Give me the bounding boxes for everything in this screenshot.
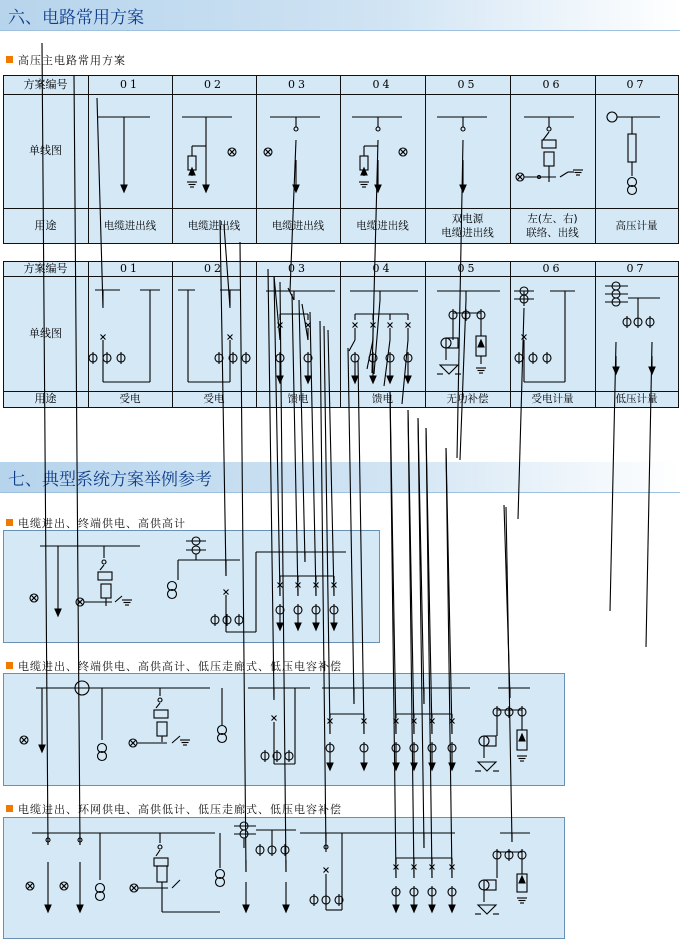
- diagram-stroke: [172, 880, 180, 888]
- lv-scheme-number: 03: [288, 261, 308, 275]
- lv-use-label: 馈电: [287, 393, 309, 405]
- diagram-stroke: [268, 269, 274, 700]
- diagram-stroke: [100, 565, 104, 570]
- fuse-symbol: [157, 866, 167, 882]
- hv-row-label: 方案编号: [23, 77, 68, 91]
- arrow-head-icon: [411, 905, 417, 912]
- arrow-head-icon: [460, 185, 466, 192]
- circle-symbol: [461, 127, 465, 131]
- diagram-stroke: [402, 340, 408, 404]
- lv-scheme-number: 07: [626, 261, 647, 275]
- hv-scheme-number: 05: [457, 77, 478, 91]
- hv-use-label: 高压计量: [615, 219, 658, 232]
- hv-row-label: 用途: [34, 218, 57, 232]
- diagram-stroke: [156, 850, 160, 856]
- section-7-title: 七、典型系统方案举例参考: [8, 470, 212, 490]
- arrow-head-icon: [519, 734, 525, 741]
- diagram-stroke: [115, 596, 122, 602]
- diagram-stroke: [156, 703, 160, 708]
- fuse-symbol: [544, 152, 554, 166]
- fuse-symbol: [157, 722, 167, 736]
- capacitor-triangle-icon: [478, 905, 496, 914]
- diagram-stroke: [224, 225, 230, 308]
- lv-scheme-number: 02: [204, 261, 224, 275]
- arrow-head-icon: [393, 905, 399, 912]
- section-6-title: 六、电路常用方案: [8, 8, 144, 28]
- lv-use-label: 低压计量: [615, 393, 658, 405]
- example-3-caption: 电缆进出、环网供电、高供低计、低压走廊式、低压电容补偿: [6, 801, 342, 817]
- diagram-stroke: [42, 43, 48, 845]
- arrow-head-icon: [429, 763, 435, 770]
- arrow-head-icon: [77, 905, 83, 912]
- circle-symbol: [158, 698, 162, 702]
- arrow-head-icon: [203, 185, 209, 192]
- arrow-head-icon: [393, 763, 399, 770]
- hv-scheme-number: 04: [372, 77, 393, 91]
- hv-scheme-number: 07: [626, 77, 647, 91]
- arrow-head-icon: [387, 376, 393, 383]
- arrow-head-icon: [411, 763, 417, 770]
- example-1-caption: 电缆进出、终端供电、高供高计: [6, 515, 186, 531]
- example-2-caption: 电缆进出、终端供电、高供高计、低压走廊式、低压电容补偿: [6, 658, 342, 674]
- lv-use-label: 无功补偿: [446, 393, 489, 405]
- lv-scheme-number: 01: [120, 261, 140, 275]
- diagram-stroke: [348, 348, 354, 704]
- arrow-head-icon: [277, 623, 283, 630]
- arrow-head-icon: [613, 367, 619, 374]
- diagram-stroke: [290, 140, 296, 291]
- fuse-symbol: [628, 134, 636, 162]
- diagram-stroke: [374, 300, 380, 374]
- lv-scheme-number: 06: [542, 261, 563, 275]
- circle-symbol: [547, 127, 551, 131]
- arrow-head-icon: [327, 763, 333, 770]
- diagram-stroke: [646, 342, 652, 647]
- diagram-stroke: [418, 419, 424, 848]
- hv-use-label: 电缆进出线: [103, 219, 157, 232]
- diagram-stroke: [97, 98, 103, 308]
- circle-symbol: [294, 127, 298, 131]
- hv-use-label: 双电源 电缆进出线: [441, 212, 494, 239]
- fuse-symbol: [154, 710, 168, 718]
- arrow-head-icon: [449, 905, 455, 912]
- fuse-symbol: [154, 858, 168, 866]
- fuse-symbol: [101, 584, 111, 598]
- diagram-stroke: [310, 312, 316, 596]
- capacitor-triangle-icon: [478, 762, 496, 771]
- arrow-head-icon: [478, 340, 484, 347]
- diagram-stroke: [302, 304, 308, 340]
- diagram-stroke: [506, 507, 512, 842]
- diagram-stroke: [426, 428, 432, 878]
- arrow-head-icon: [295, 623, 301, 630]
- arrow-head-icon: [55, 609, 61, 616]
- lv-scheme-number: 05: [457, 261, 478, 275]
- circle-symbol: [158, 845, 162, 849]
- fuse-symbol: [542, 140, 556, 148]
- diagram-stroke: [349, 340, 355, 351]
- arrow-head-icon: [405, 376, 411, 383]
- hv-use-label: 电缆进出线: [187, 219, 241, 232]
- circle-symbol: [102, 560, 106, 564]
- arrow-head-icon: [45, 905, 51, 912]
- diagram-stroke: [518, 308, 524, 519]
- diagram-stroke: [446, 448, 452, 878]
- diagram-stroke: [610, 342, 616, 611]
- arrow-head-icon: [277, 376, 283, 383]
- fuse-symbol: [446, 338, 458, 348]
- diagram-stroke: [560, 172, 568, 177]
- arrow-head-icon: [429, 905, 435, 912]
- arrow-head-icon: [649, 367, 655, 374]
- circle-symbol: [607, 112, 617, 122]
- diagram-stroke: [288, 288, 294, 300]
- diagram-stroke: [543, 132, 549, 140]
- fuse-symbol: [484, 880, 496, 890]
- diagram-stroke: [299, 300, 305, 562]
- diagram-stroke: [358, 360, 364, 734]
- hv-use-label: 电缆进出线: [356, 219, 409, 232]
- diagram-stroke: [240, 242, 246, 872]
- arrow-head-icon: [352, 376, 358, 383]
- lv-use-label: 受电计量: [531, 393, 574, 405]
- circle-symbol: [376, 127, 380, 131]
- arrow-head-icon: [243, 905, 249, 912]
- fuse-symbol: [98, 572, 112, 580]
- capacitor-triangle-icon: [440, 365, 458, 374]
- lv-use-label: 受电: [203, 393, 225, 405]
- diagram-stroke: [280, 282, 286, 872]
- lv-use-label: 馈电: [372, 393, 393, 405]
- hv-use-label: 左(左、右) 联络、出线: [526, 212, 579, 239]
- arrow-head-icon: [283, 905, 289, 912]
- arrow-head-icon: [370, 376, 376, 383]
- diagram-stroke: [328, 330, 334, 596]
- arrow-head-icon: [361, 763, 367, 770]
- lv-scheme-number: 04: [372, 261, 393, 275]
- hv-use-label: 电缆进出线: [271, 219, 325, 232]
- lv-row-label: 用途: [34, 392, 57, 405]
- diagram-stroke: [408, 410, 414, 878]
- hv-scheme-number: 06: [542, 77, 563, 91]
- lv-row-label: 单线图: [29, 326, 62, 340]
- hv-scheme-number: 02: [204, 77, 224, 91]
- hv-scheme-number: 01: [120, 77, 140, 91]
- fuse-symbol: [484, 736, 496, 746]
- diagram-stroke: [390, 392, 396, 878]
- lv-use-label: 受电: [119, 393, 141, 405]
- arrow-head-icon: [361, 168, 367, 175]
- arrow-head-icon: [313, 623, 319, 630]
- diagram-stroke: [172, 736, 180, 743]
- hv-subtitle-text: 高压主电路常用方案: [18, 54, 126, 67]
- diagram-stroke: [460, 300, 466, 460]
- hv-row-label: 单线图: [29, 144, 62, 157]
- arrow-head-icon: [189, 168, 195, 175]
- arrow-head-icon: [39, 745, 45, 752]
- lv-row-label: 方案编号: [23, 261, 68, 275]
- diagram-stroke: [220, 220, 226, 576]
- arrow-head-icon: [375, 185, 381, 192]
- diagram-stroke: [74, 75, 80, 845]
- arrow-head-icon: [305, 376, 311, 383]
- arrow-head-icon: [121, 185, 127, 192]
- arrow-head-icon: [331, 623, 337, 630]
- diagram-stroke: [292, 294, 298, 596]
- hv-scheme-number: 03: [288, 77, 308, 91]
- arrow-head-icon: [519, 876, 525, 883]
